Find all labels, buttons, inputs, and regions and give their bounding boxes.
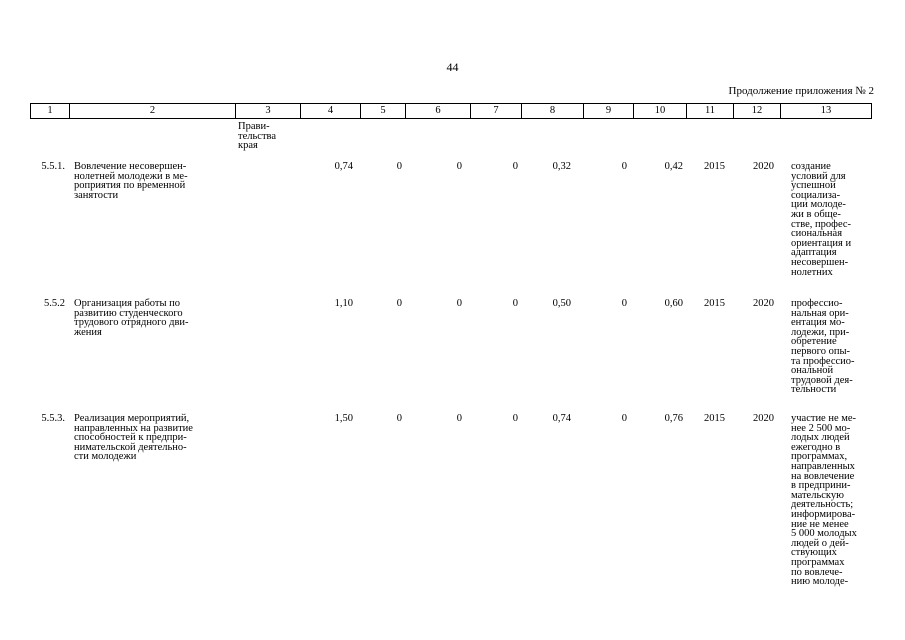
col-header: 13 <box>781 104 872 119</box>
cell-col10: 0,42 <box>664 161 683 172</box>
row-number: 5.5.1. <box>41 161 65 172</box>
page-number: 44 <box>446 60 459 74</box>
cell-total: 0,74 <box>334 161 353 172</box>
col-header: 10 <box>634 104 687 119</box>
continuation-note: Продолжение приложения № 2 <box>728 85 874 97</box>
col-header: 8 <box>522 104 584 119</box>
cell-total: 1,50 <box>334 413 353 424</box>
cell-total: 1,10 <box>334 298 353 309</box>
cell-col9: 0 <box>621 161 627 172</box>
col-header: 3 <box>236 104 301 119</box>
row-number: 5.5.3. <box>41 413 65 424</box>
cell-col9: 0 <box>621 298 627 309</box>
col-header: 12 <box>734 104 781 119</box>
col-header: 7 <box>471 104 522 119</box>
cell-col8: 0,50 <box>552 298 571 309</box>
cell-start-year: 2015 <box>704 298 725 309</box>
row-name: Реализация мероприятий, направленных на развитие способностей к предпри- нимательской деятельно- сти молодежи <box>74 413 193 463</box>
row-name: Организация работы по развитию студенческого трудового отрядного дви- жения <box>74 298 189 338</box>
cell-col5: 0 <box>396 161 402 172</box>
row-number: 5.5.2 <box>44 298 65 309</box>
cell-col5: 0 <box>396 413 402 424</box>
cell-col5: 0 <box>396 298 402 309</box>
column-header-row <box>30 103 872 119</box>
cell-col7: 0 <box>512 161 518 172</box>
row-name: Вовлечение несовершен- нолетней молодежи в ме- роприятия по временной занятости <box>74 161 188 201</box>
cell-col6: 0 <box>456 413 462 424</box>
cell-col6: 0 <box>456 161 462 172</box>
cell-col7: 0 <box>512 413 518 424</box>
cell-col7: 0 <box>512 298 518 309</box>
carry-over-text: Прави- тельства края <box>238 121 277 152</box>
col-header: 4 <box>301 104 361 119</box>
cell-col10: 0,60 <box>664 298 683 309</box>
cell-col8: 0,74 <box>552 413 571 424</box>
cell-start-year: 2015 <box>704 413 725 424</box>
cell-end-year: 2020 <box>753 161 774 172</box>
cell-end-year: 2020 <box>753 298 774 309</box>
col-header: 5 <box>361 104 406 119</box>
col-header: 6 <box>406 104 471 119</box>
cell-col8: 0,32 <box>552 161 571 172</box>
cell-col6: 0 <box>456 298 462 309</box>
cell-col10: 0,76 <box>664 413 683 424</box>
cell-result: создание условий для успешной социализа- ции молоде- жи в обще- стве, профес- сиональная ориентация и адаптация несовершен- нолетних <box>791 161 852 278</box>
col-header: 2 <box>70 104 236 119</box>
col-header: 11 <box>687 104 734 119</box>
col-header: 1 <box>31 104 70 119</box>
cell-end-year: 2020 <box>753 413 774 424</box>
cell-col9: 0 <box>621 413 627 424</box>
cell-result: профессио- нальная ори- ентация мо- лодежи, при- обретение первого опы- та профессио- ональной трудовой дея- тельности <box>791 298 855 396</box>
col-header: 9 <box>584 104 634 119</box>
cell-start-year: 2015 <box>704 161 725 172</box>
cell-result: участие не ме- нее 2 500 мо- лодых людей ежегодно в программах, направленных на вовлечение в предприни- мательскую деятельность; информирова- ние не менее 5 000 молодых людей о дей- ствующих программах по вовлече- нию молоде- <box>791 413 857 588</box>
